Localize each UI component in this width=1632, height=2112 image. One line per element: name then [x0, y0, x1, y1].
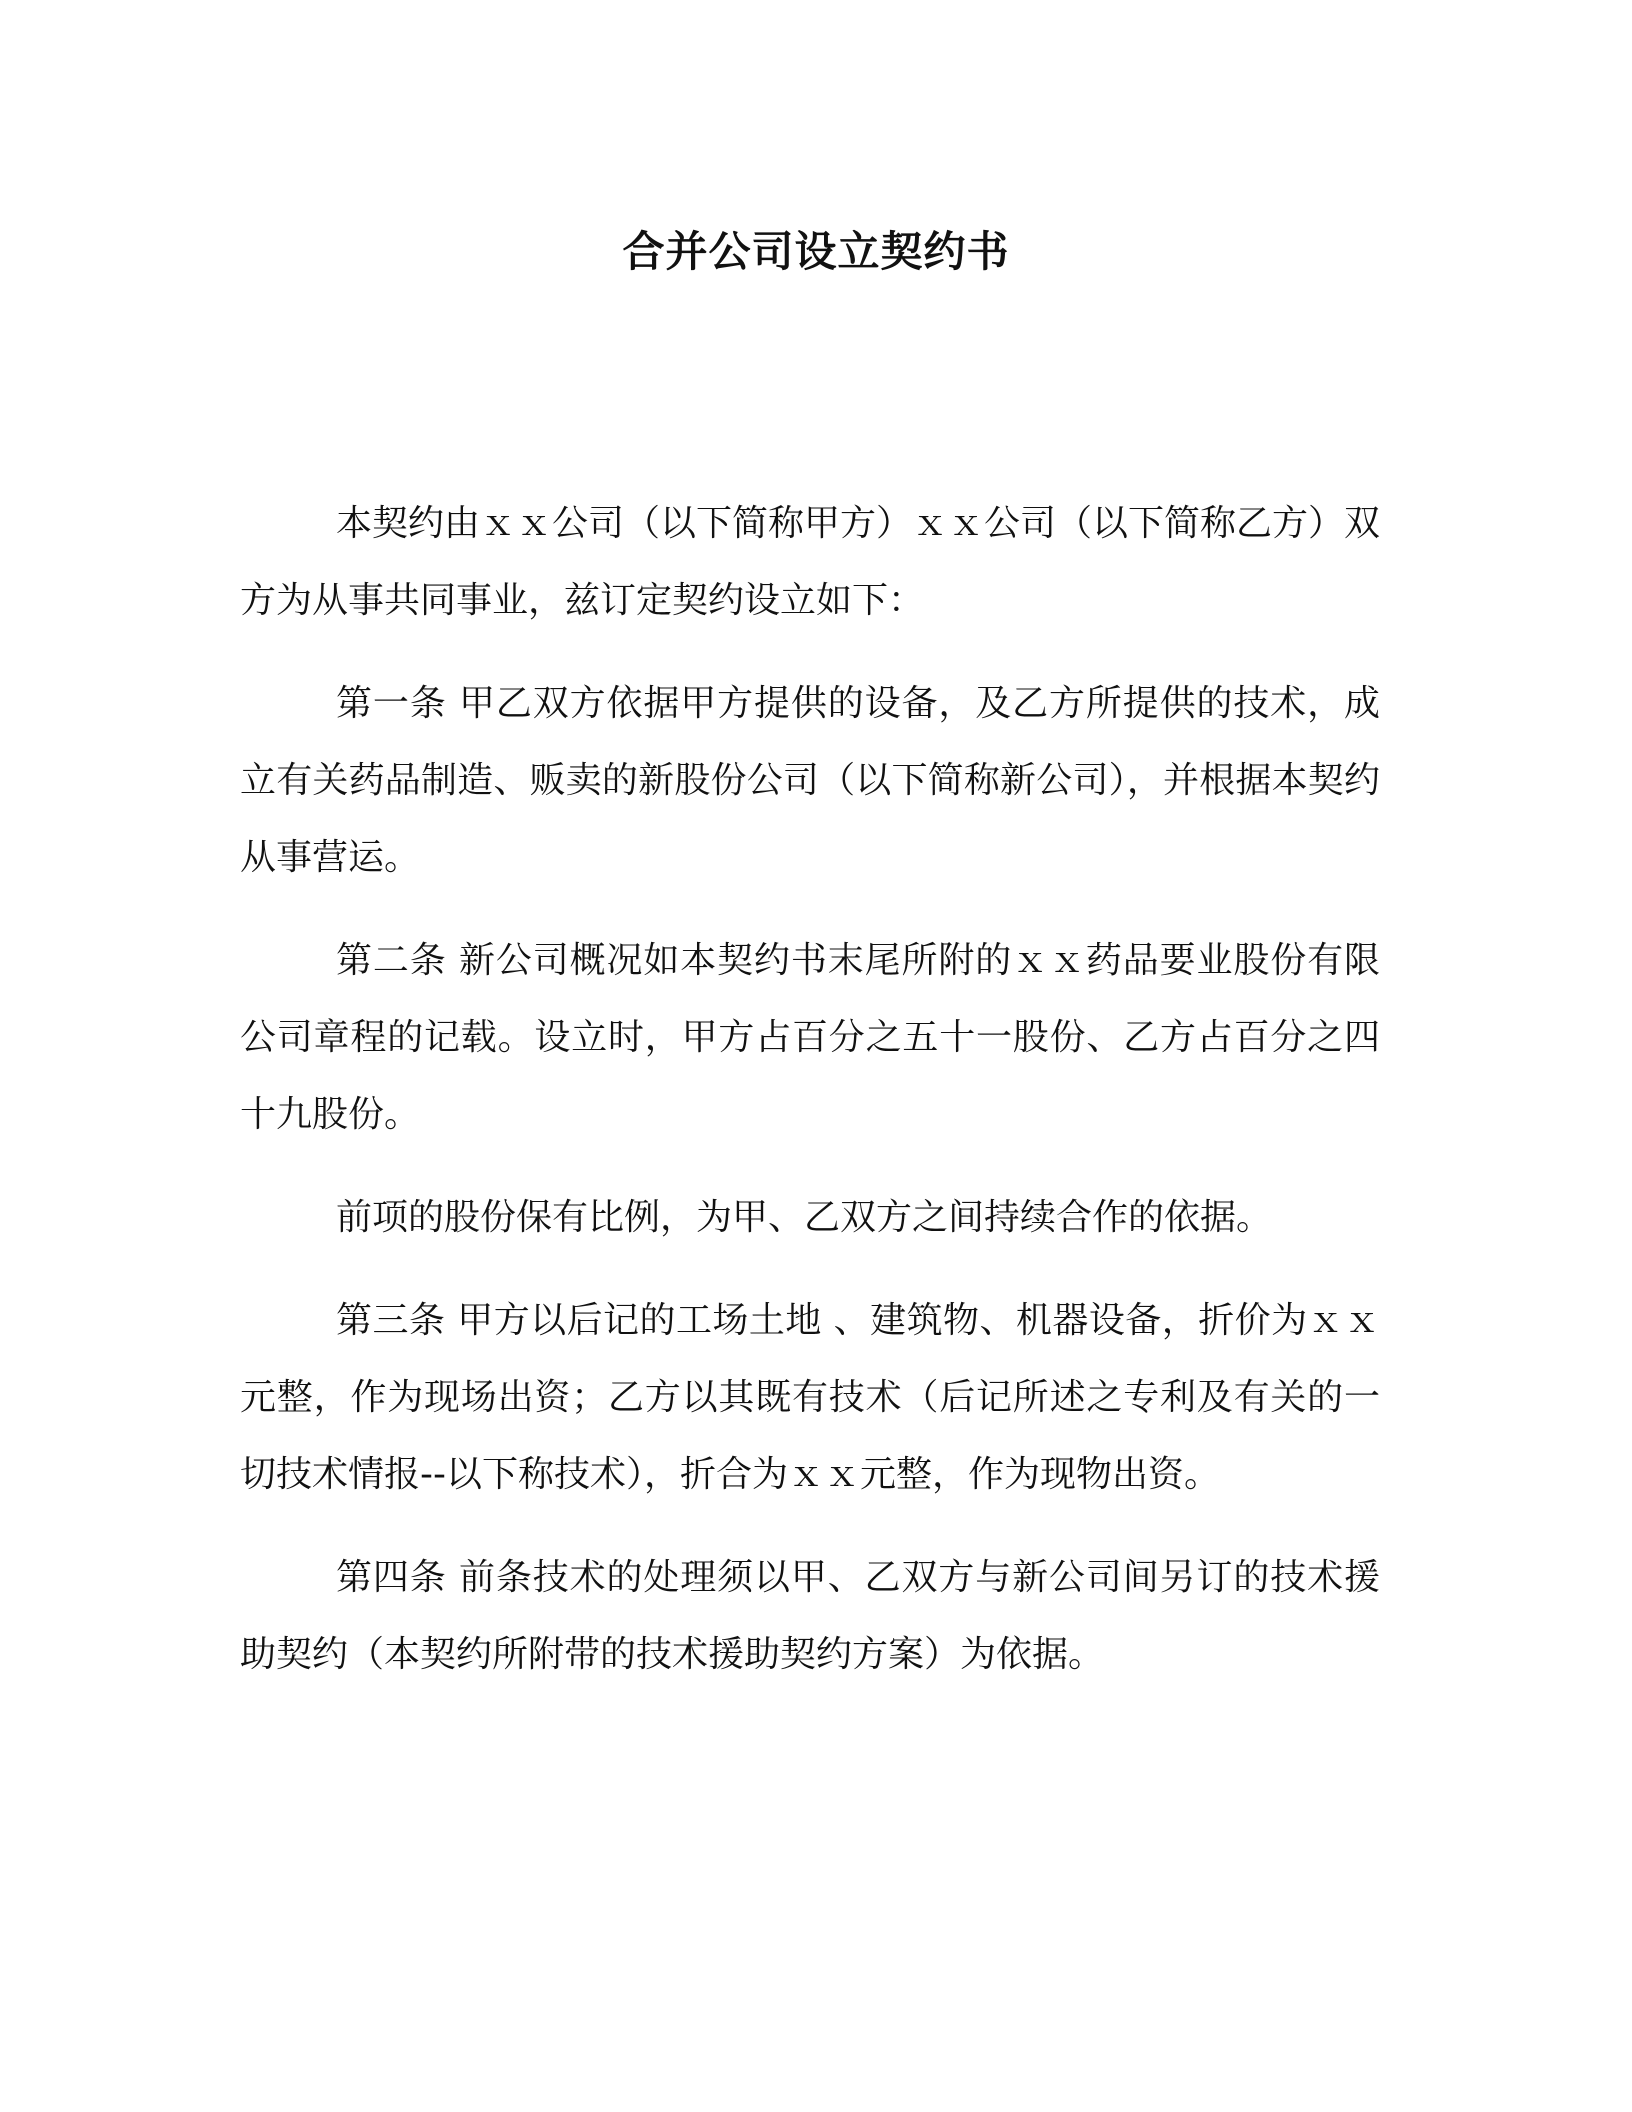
paragraph-article-2: 第二条 新公司概况如本契约书末尾所附的ｘｘ药品要业股份有限公司章程的记载。设立时，甲方占百分之五十一股份、乙方占百分之四十九股份。 — [240, 940, 1380, 1135]
document-body — [240, 485, 1380, 1719]
document-title: 合并公司设立契约书 — [622, 227, 1010, 276]
paragraph-article-1: 第一条 甲乙双方依据甲方提供的设备，及乙方所提供的技术，成立有关药品制造、贩卖的新股份公司（以下简称新公司），并根据本契约从事营运。 — [240, 683, 1380, 878]
paragraph-article-4: 第四条 前条技术的处理须以甲、乙双方与新公司间另订的技术援助契约（本契约所附带的技术援助契约方案）为依据。 — [240, 1557, 1380, 1675]
paragraph-article-2-note: 前项的股份保有比例，为甲、乙双方之间持续合作的依据。 — [336, 1197, 1273, 1238]
paragraph-article-3: 第三条 甲方以后记的工场土地 、建筑物、机器设备，折价为ｘｘ元整，作为现场出资；乙方以其既有技术（后记所述之专利及有关的一切技术情报--以下称技术），折合为ｘｘ元整，作为现物出资。 — [240, 1300, 1380, 1495]
paragraph-intro: 本契约由ｘｘ公司（以下简称甲方）ｘｘ公司（以下简称乙方）双方为从事共同事业，兹订定契约设立如下： — [240, 503, 1381, 621]
